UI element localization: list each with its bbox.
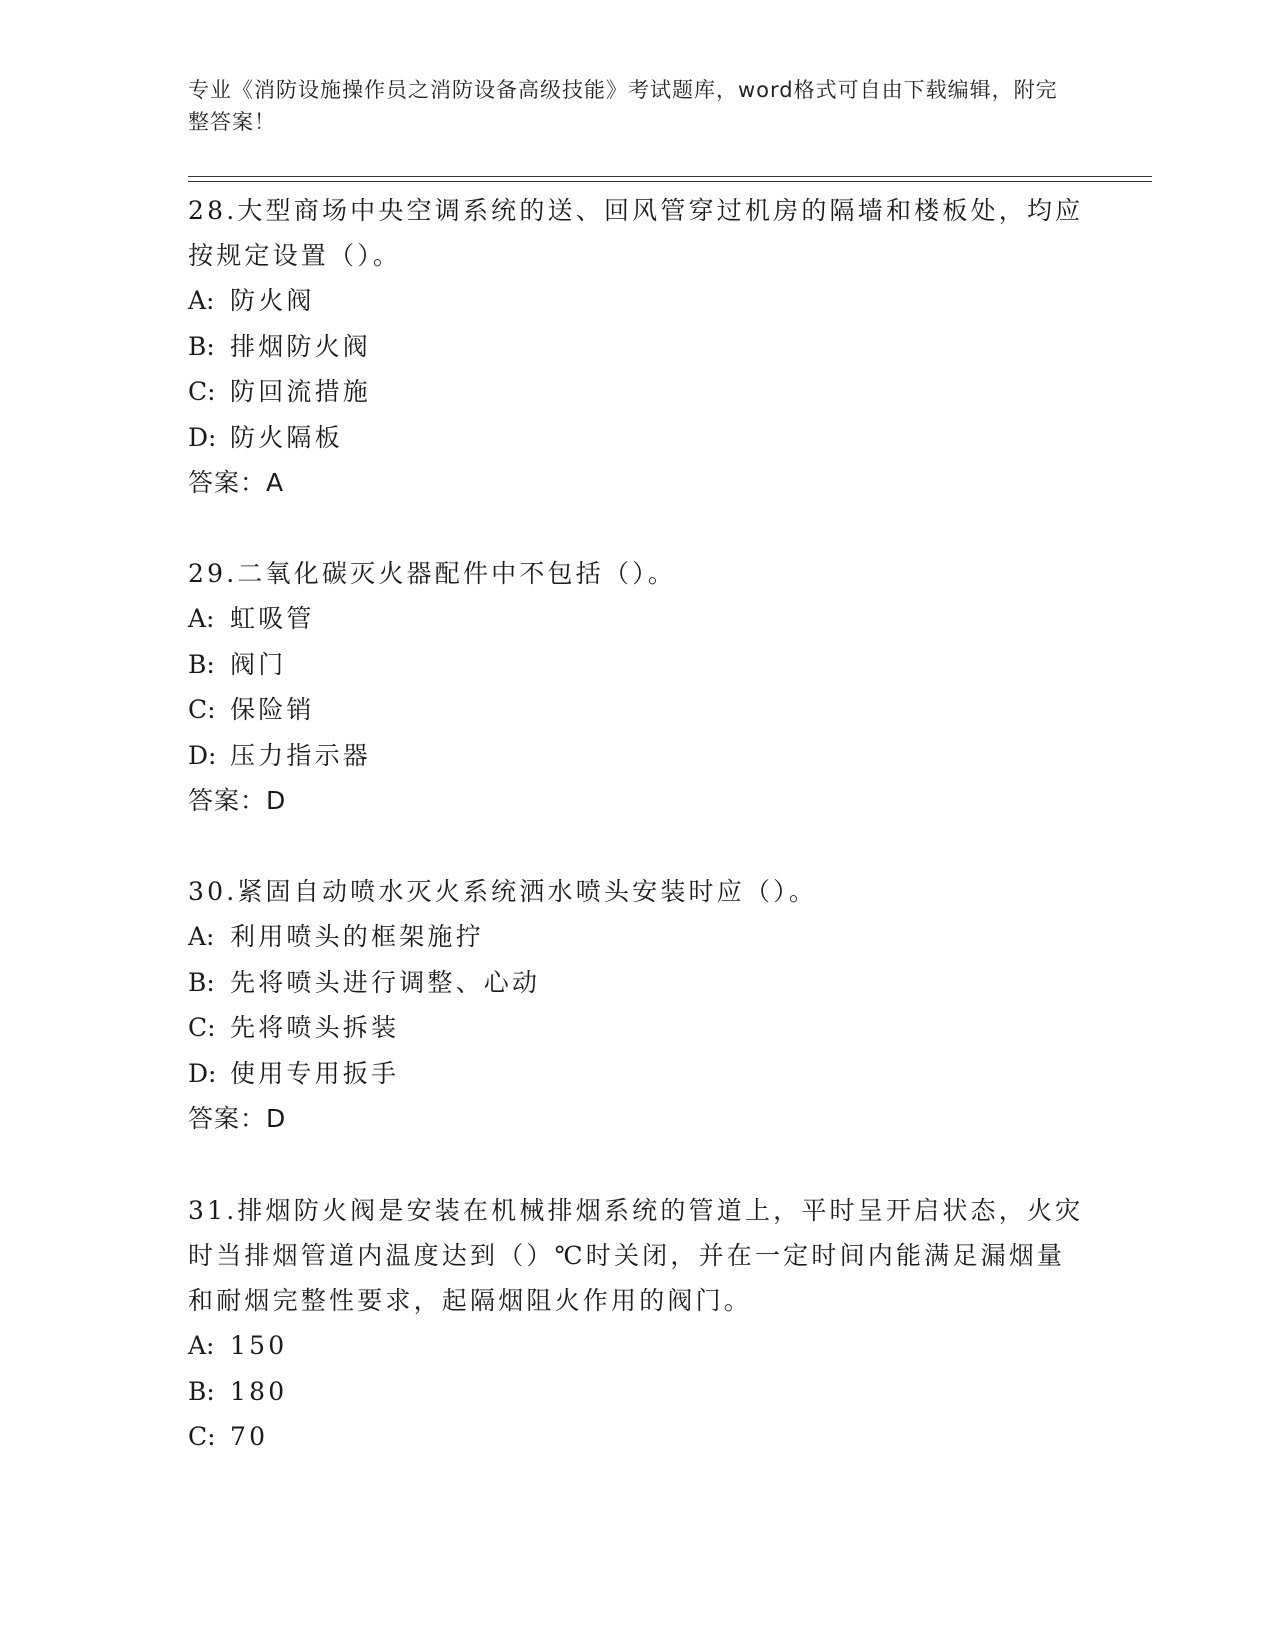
option-d	[188, 415, 1088, 461]
option-letter: D:	[188, 740, 217, 770]
option-a	[188, 914, 1088, 960]
question-stem: 29.二氧化碳灭火器配件中不包括（）。	[188, 559, 677, 588]
option-letter: B:	[188, 967, 215, 997]
option-text: 阀门	[230, 649, 287, 679]
option-letter: C:	[188, 1013, 216, 1042]
option-letter: D:	[188, 1058, 217, 1088]
option-letter: A:	[188, 286, 215, 315]
answer-line: 答案：A	[188, 468, 285, 497]
option-text: 先将喷头拆装	[230, 1013, 400, 1042]
option-text: 70	[230, 1422, 269, 1451]
question-29	[188, 551, 1088, 824]
option-b	[188, 960, 1088, 1006]
option-text: 防火隔板	[230, 422, 343, 452]
option-b	[188, 1369, 1088, 1415]
option-c	[188, 1005, 1088, 1051]
question-stem: 30.紧固自动喷水灭火系统洒水喷头安装时应（）。	[188, 877, 818, 906]
option-letter: C:	[188, 1422, 216, 1451]
question-28	[188, 188, 1088, 506]
option-text: 防火阀	[230, 286, 315, 315]
header-divider-bottom	[188, 181, 1152, 182]
option-text: 利用喷头的框架施拧	[230, 922, 484, 951]
option-d	[188, 733, 1088, 779]
option-letter: A:	[188, 1331, 215, 1360]
option-c	[188, 687, 1088, 733]
option-letter: D:	[188, 422, 217, 452]
option-a	[188, 1323, 1088, 1369]
option-letter: A:	[188, 604, 215, 633]
option-text: 使用专用扳手	[230, 1058, 400, 1088]
option-text: 保险销	[230, 695, 315, 724]
option-letter: C:	[188, 377, 216, 406]
question-31	[188, 1188, 1088, 1460]
answer-line: 答案：D	[188, 786, 287, 815]
option-c	[188, 369, 1088, 415]
option-letter: B:	[188, 649, 215, 679]
option-letter: B:	[188, 331, 215, 361]
option-text: 防回流措施	[230, 377, 372, 406]
question-stem: 31.排烟防火阀是安装在机械排烟系统的管道上，平时呈开启状态，火灾时当排烟管道内温度达到（）℃时关闭，并在一定时间内能满足漏烟量和耐烟完整性要求，起隔烟阻火作用的阀门。	[188, 1196, 1084, 1315]
option-text: 压力指示器	[230, 740, 372, 770]
document-header: 专业《消防设施操作员之消防设备高级技能》考试题库，word格式可自由下载编辑，附完整答案！	[188, 78, 1058, 134]
option-letter: C:	[188, 695, 216, 724]
option-text: 先将喷头进行调整、心动	[230, 967, 541, 997]
option-letter: A:	[188, 922, 215, 951]
option-text: 排烟防火阀	[230, 331, 372, 361]
option-b	[188, 642, 1088, 688]
option-text: 180	[230, 1376, 288, 1406]
option-d	[188, 1051, 1088, 1097]
option-text: 虹吸管	[230, 604, 315, 633]
option-a	[188, 278, 1088, 324]
option-a	[188, 596, 1088, 642]
option-letter: B:	[188, 1376, 215, 1406]
option-text: 150	[230, 1331, 288, 1360]
question-stem: 28.大型商场中央空调系统的送、回风管穿过机房的隔墙和楼板处，均应按规定设置（）。	[188, 196, 1084, 270]
option-c	[188, 1414, 1088, 1460]
header-divider-top	[188, 176, 1152, 177]
option-b	[188, 324, 1088, 370]
question-30	[188, 869, 1088, 1142]
answer-line: 答案：D	[188, 1104, 287, 1133]
